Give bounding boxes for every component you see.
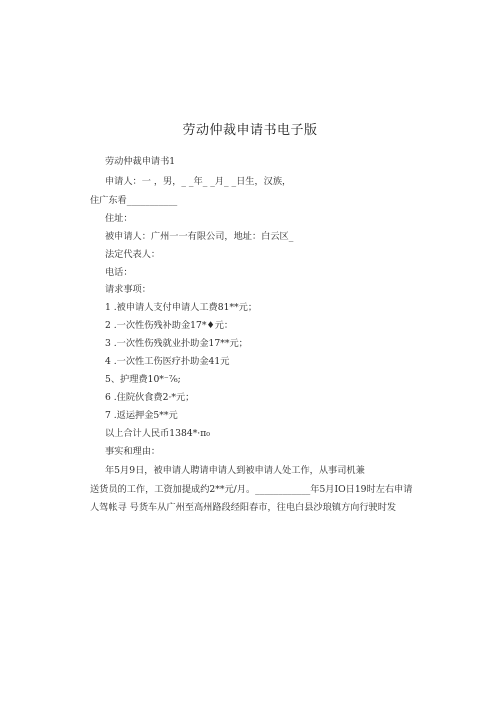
claim-item: 7 .返运押金5**元 <box>105 410 178 421</box>
claim-item: 1 .被申请人支付申请人工费81**元； <box>105 302 258 313</box>
claim-item: 4 .一次性工伤医疗扑助金41元 <box>105 356 230 367</box>
facts-heading: 事实和理由： <box>105 446 161 457</box>
claim-item: 2 .一次性伤残补助金17*♦元： <box>105 320 234 331</box>
facts-paragraph-line: 年5月9日，被申请人聘请申请人到被申请人处工作，从事司机兼 <box>105 465 365 476</box>
respondent-line: 被申请人：广州一一有限公司，地址：白云区_ <box>105 231 294 242</box>
facts-paragraph-line: 人驾帐寻 号货车从广州至高州路段经阳春市，往电白县沙琅镇方向行驶时发 <box>90 502 397 513</box>
claim-item: 6 .住院伙食费2·*元； <box>105 392 195 403</box>
phone-line: 电话： <box>105 267 133 278</box>
total-line: 以上合计人民币1384*·π₀ <box>105 428 210 439</box>
claim-item: 5、护理费10*⁻⁷⁄₆; <box>105 374 181 385</box>
claims-heading: 请求事项： <box>105 284 151 295</box>
claim-item: 3 .一次性伤残就业扑助金17**元； <box>105 338 248 349</box>
applicant-line: 申请人：一 ，男，_ _年_ _月_ _日生，汉族， <box>105 176 292 187</box>
document-title: 劳动仲裁申请书电子版 <box>182 123 318 138</box>
residence-line: 住广东看___________ <box>90 195 178 206</box>
form-heading: 劳动仲裁申请书1 <box>105 156 176 167</box>
legal-representative-line: 法定代表人： <box>105 249 161 260</box>
address-line: 住址： <box>105 213 133 224</box>
facts-paragraph-line: 送货员的工作，工资加提成约2**元/月。____________年5月IO日19时左右申请 <box>90 484 413 495</box>
